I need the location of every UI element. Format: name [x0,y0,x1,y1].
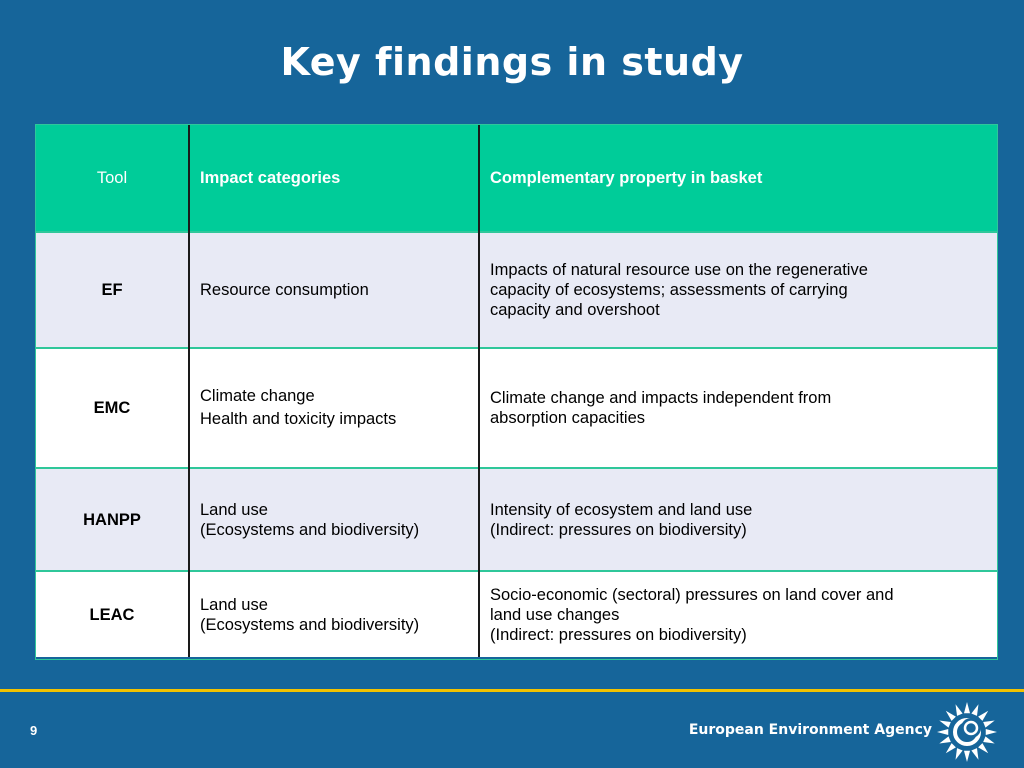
property-line: capacity of ecosystems; assessments of carrying [490,281,848,299]
property-line: absorption capacities [490,409,646,427]
impact-line: Land use [200,500,268,519]
impact-line: (Ecosystems and biodiversity) [200,615,420,634]
property-cell [479,232,997,348]
property-line: Impacts of natural resource use on the regenerative [490,261,868,279]
property-line: land use changes [490,605,620,624]
slide-title: Key findings in study [280,40,744,84]
table-row [36,468,997,571]
property-line: Intensity of ecosystem and land use [490,500,753,519]
impact-line: (Ecosystems and biodiversity) [200,520,420,539]
impact-cell [189,348,479,468]
impact-line: Land use [200,595,268,614]
impact-line: Health and toxicity impacts [200,410,397,428]
property-line: capacity and overshoot [490,301,660,319]
impact-cell [189,571,479,657]
property-cell [479,348,997,468]
page-number: 9 [30,723,38,738]
property-line: (Indirect: pressures on biodiversity) [490,520,747,539]
tool-cell: LEAC [36,571,189,657]
property-line: (Indirect: pressures on biodiversity) [490,625,747,644]
property-cell [479,468,997,571]
property-cell [479,571,997,657]
impact-line: Climate change [200,387,315,405]
header-complementary-property: Complementary property in basket [479,125,997,232]
header-tool: Tool [36,125,189,232]
eea-sun-logo-icon [935,700,999,764]
table-row [36,571,997,657]
header-impact-categories: Impact categories [189,125,479,232]
impact-cell [189,468,479,571]
tool-cell: EMC [36,348,189,468]
table-row [36,348,997,468]
tool-cell: EF [36,232,189,348]
property-line: Climate change and impacts independent from [490,389,832,407]
table-header-row [36,125,997,232]
impact-line: Resource consumption [200,281,369,299]
property-line: Socio-economic (sectoral) pressures on land cover and [490,585,894,604]
findings-table [36,125,997,657]
footer-divider [0,689,1024,692]
agency-name: European Environment Agency [688,722,932,738]
impact-cell [189,232,479,348]
table-row [36,232,997,348]
tool-cell: HANPP [36,468,189,571]
